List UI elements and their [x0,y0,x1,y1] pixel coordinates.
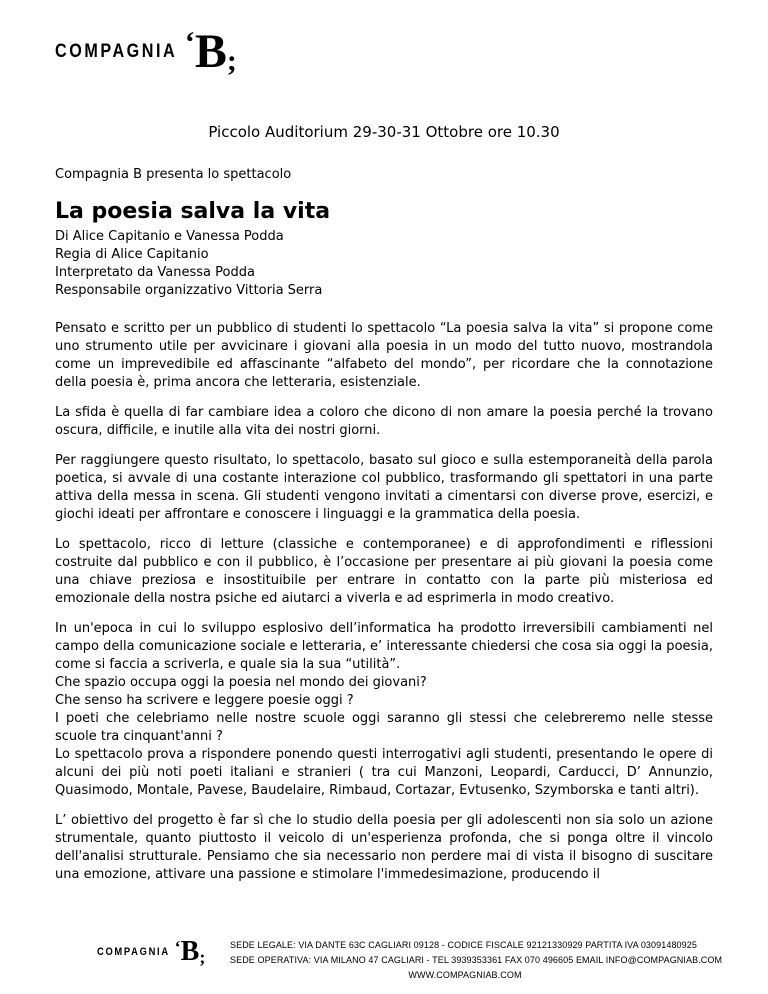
logo-wordmark: COMPAGNIA [97,946,170,958]
question-line: Lo spettacolo prova a rispondere ponendo questi interrogativi agli studenti, presentando le opere di alcuni dei più noti poeti italiani e stranieri ( tra cui Manzoni, Leopardi, Carducci, D’ Annunzio, Quasimodo, Montale, Pavese, Baudelaire, Rimbaud, Cortazar, Evtusenko, Szymborska e tanti altri). [55,747,713,798]
footer-contact-info [230,938,730,983]
footer-logo [97,938,205,966]
credit-line: Di Alice Capitanio e Vanessa Podda [55,229,284,244]
intro-text: Compagnia B presenta lo spettacolo [55,167,292,182]
credit-line: Responsabile organizzativo Vittoria Serra [55,283,323,298]
operative-address: SEDE OPERATIVA: VIA MILANO 47 CAGLIARI - TEL 3939353361 FAX 070 496605 EMAIL INFO@COMPAGNIAB.COM [230,955,723,965]
question-line: In un'epoca in cui lo sviluppo esplosivo dell’informatica ha prodotto irreversibili cambiamenti nel campo della comunicazione sociale e letteraria, e’ interessante chiedersi che cosa sia oggi la poesia, come si faccia a scriverla, e quale sia la sua “utilità”. [55,621,713,672]
body-text [55,320,713,896]
question-line: Che spazio occupa oggi la poesia nel mondo dei giovani? [55,675,427,690]
legal-address: SEDE LEGALE: VIA DANTE 63C CAGLIARI 09128 - CODICE FISCALE 92121330929 PARTITA IVA 03091480925 [230,940,697,950]
credits-list [55,228,322,300]
paragraph: L’ obiettivo del progetto è far sì che lo studio della poesia per gli adolescenti non sia solo un azione strumentale, quanto piuttosto il veicolo di un'esperienza profonda, che si ponga oltre il vincolo dell'analisi strutturale. Pensiamo che sia necessario non perdere mai di vista il bisogno di suscitare una emozione, attivare una passione e stimolare l'immedesimazione, producendo il [55,813,713,882]
paragraph: Per raggiungere questo risultato, lo spettacolo, basato sul gioco e sulla estemporaneità della parola poetica, si avvale di una costante interazione col pubblico, trasformando gli spettatori in una parte attiva della messa in scena. Gli studenti vengono invitati a cimentarsi con diverse prove, esercizi, e giochi ideati per affrontare e conoscere i linguaggi e la grammatica della poesia. [55,453,713,522]
paragraph: Pensato e scritto per un pubblico di studenti lo spettacolo “La poesia salva la vita” si propone come uno strumento utile per avvicinare i giovani alla poesia in un modo del tutto nuovo, mostrandola come un imprevedibile ed affascinante “alfabeto del mondo”, per ricordare che la connotazione della poesia è, prima ancora che letteraria, esistenziale. [55,321,713,390]
logo-b-mark: ‘ B ; [184,25,237,78]
company-logo [55,25,237,78]
logo-b-mark: ‘ B ; [174,936,206,967]
paragraph: La sfida è quella di far cambiare idea a coloro che dicono di non amare la poesia perché la trovano oscura, difficile, e inutile alla vita dei nostri giorni. [55,405,713,438]
question-line: I poeti che celebriamo nelle nostre scuole oggi saranno gli stessi che celebreremo nelle stesse scuole tra cinquant'anni ? [55,711,713,744]
paragraph: Lo spettacolo, ricco di letture (classiche e contemporanee) e di approfondimenti e riflessioni costruite dal pubblico e con il pubblico, è l’occasione per presentare ai più giovani la poesia come una chiave preziosa e insostituibile per entrare in contatto con la parte più misteriosa ed emozionale della nostra psiche ed aiutarci a viverla e ad esprimerla in modo creativo. [55,537,713,606]
page-footer [0,930,768,994]
credit-line: Regia di Alice Capitanio [55,247,209,262]
logo-wordmark: COMPAGNIA [55,41,178,62]
paragraph-questions [55,620,713,800]
question-line: Che senso ha scrivere e leggere poesie oggi ? [55,693,354,708]
credit-line: Interpretato da Vanessa Podda [55,265,255,280]
show-title: La poesia salva la vita [55,199,331,224]
event-date-line: Piccolo Auditorium 29-30-31 Ottobre ore 10.30 [208,123,560,141]
website-link[interactable]: WWW.COMPAGNIAB.COM [408,970,522,980]
